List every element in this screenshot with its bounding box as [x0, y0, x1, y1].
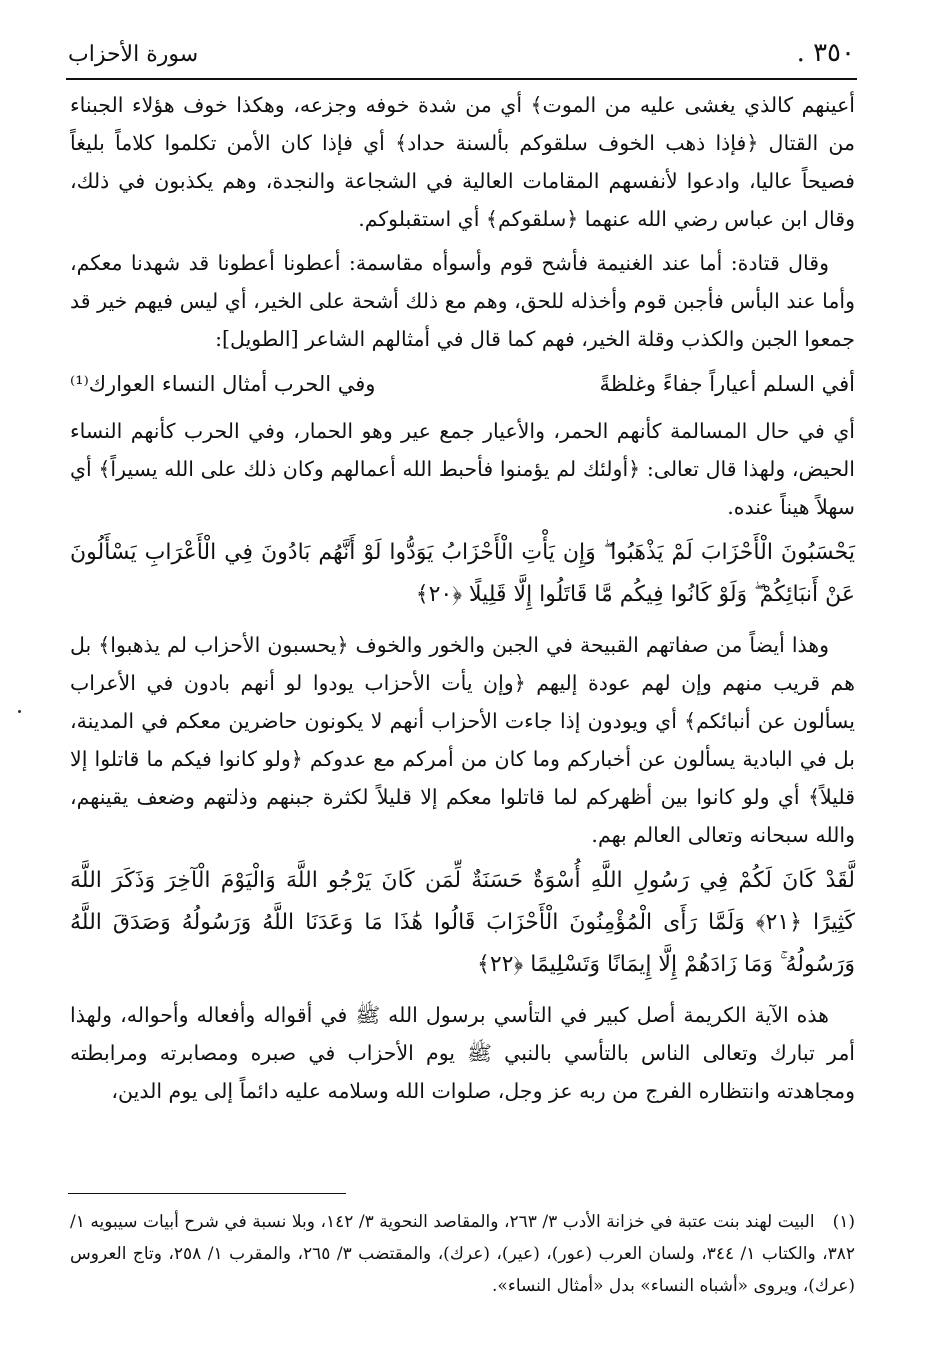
footnote-text: البيت لهند بنت عتبة في خزانة الأدب ٣/ ٢٦٣، والمقاصد النحوية ٣/ ١٤٢، وبلا نسبة في شرح أبيات سيبويه ١/ ٣٨٢، والكتاب ١/ ٣٤٤، ولسان العرب (عور)، (عير)، (عرك)، والمقتضب ٣/ ٢٦٥، والمقرب ١/ ٢٥٨، وتاج العروس (عرك)، ويروى «أشباه النساء» بدل «أمثال النساء». — [70, 1212, 856, 1296]
paragraph-3: أي في حال المسالمة كأنهم الحمر، والأعيار جمع عير وهو الحمار، وفي الحرب كأنهم النساء الحيض، ولهذا قال تعالى: ﴿أولئك لم يؤمنوا فأحبط الله أعمالهم وكان ذلك على الله يسيراً﴾ أي سهلاً هيناً عنده. — [70, 419, 855, 519]
paragraph-4: وهذا أيضاً من صفاتهم القبيحة في الجبن والخور والخوف ﴿يحسبون الأحزاب لم يذهبوا﴾ بل هم قريب منهم وإن لهم عودة إليهم ﴿وإن يأت الأحزاب يودوا لو أنهم بادون في الأعراب يسألون عن أنبائكم﴾ أي ويودون إذا جاءت الأحزاب أنهم لا يكونون حاضرين معكم في المدينة، بل في البادية يسألون عن أخباركم وما كان من أمركم مع عدوكم ﴿ولو كانوا فيكم ما قاتلوا إلا قليلاً﴾ أي ولو كانوا بين أظهركم لما قاتلوا معكم إلا قليلاً لكثرة جبنهم وذلتهم وضعف يقينهم، والله سبحانه وتعالى العالم بهم. — [70, 633, 855, 847]
verse-hemistich-first: أفي السلم أعياراً جفاءً وغلظةً — [599, 372, 855, 396]
paragraph-2: وقال قتادة: أما عند الغنيمة فأشح قوم وأسوأه مقاسمة: أعطونا أعطونا قد شهدنا معكم، وأما عند البأس فأجبن قوم وأخذله للحق، وهم مع ذلك أشحة على الخير، أي ليس فيهم خير قد جمعوا الجبن والكذب وقلة الخير، فهم كما قال في أمثالهم الشاعر [الطويل]: — [70, 251, 855, 351]
surah-title: سورة الأحزاب — [68, 42, 199, 67]
quran-verse-20: يَحْسَبُونَ الْأَحْزَابَ لَمْ يَذْهَبُوا ۖ وَإِن يَأْتِ الْأَحْزَابُ يَوَدُّوا لَوْ أَنَّهُم بَادُونَ فِي الْأَعْرَابِ يَسْأَلُونَ عَنْ أَنبَائِكُمْ ۖ وَلَوْ كَانُوا فِيكُم مَّا قَاتَلُوا إِلَّا قَلِيلًا ﴿٢٠﴾ — [70, 540, 855, 607]
footnote-number: (١) — [832, 1212, 856, 1232]
verse-hemistich-second: وفي الحرب أمثال النساء العوارك⁽¹⁾ — [70, 372, 376, 396]
paragraph-5: هذه الآية الكريمة أصل كبير في التأسي برسول الله ﷺ في أقواله وأفعاله وأحواله، ولهذا أمر تبارك وتعالى الناس بالتأسي بالنبي ﷺ يوم الأحزاب في صبره ومصابرته ومرابطته ومجاهدته وانتظاره الفرج من ربه عز وجل، صلوات الله وسلامه عليه دائماً إلى يوم الدين، — [70, 1003, 855, 1103]
page-number: ٣٥٠ . — [796, 38, 855, 68]
quran-verses-21-22: لَّقَدْ كَانَ لَكُمْ فِي رَسُولِ اللَّهِ أُسْوَةٌ حَسَنَةٌ لِّمَن كَانَ يَرْجُو اللَّهَ وَالْيَوْمَ الْآخِرَ وَذَكَرَ اللَّهَ كَثِيرًا ﴿٢١﴾ وَلَمَّا رَأَى الْمُؤْمِنُونَ الْأَحْزَابَ قَالُوا هَٰذَا مَا وَعَدَنَا اللَّهُ وَرَسُولُهُ وَصَدَقَ اللَّهُ وَرَسُولُهُ ۚ وَمَا زَادَهُمْ إِلَّا إِيمَانًا وَتَسْلِيمًا ﴿٢٢﴾ — [70, 868, 855, 977]
poetry-verse — [70, 364, 855, 404]
page-body — [70, 86, 855, 1116]
scan-speck — [18, 710, 21, 713]
header-divider — [66, 78, 857, 80]
footnote-divider — [68, 1193, 346, 1194]
footnote — [70, 1206, 855, 1302]
paragraph-1: أعينهم كالذي يغشى عليه من الموت﴾ أي من شدة خوفه وجزعه، وهكذا خوف هؤلاء الجبناء من القتال ﴿فإذا ذهب الخوف سلقوكم بألسنة حداد﴾ أي فإذا كان الأمن تكلموا كلاماً بليغاً فصيحاً عاليا، وادعوا لأنفسهم المقامات العالية في الشجاعة والنجدة، وهم يكذبون في ذلك، وقال ابن عباس رضي الله عنهما ﴿سلقوكم﴾ أي استقبلوكم. — [70, 93, 855, 231]
page-header — [68, 38, 855, 78]
